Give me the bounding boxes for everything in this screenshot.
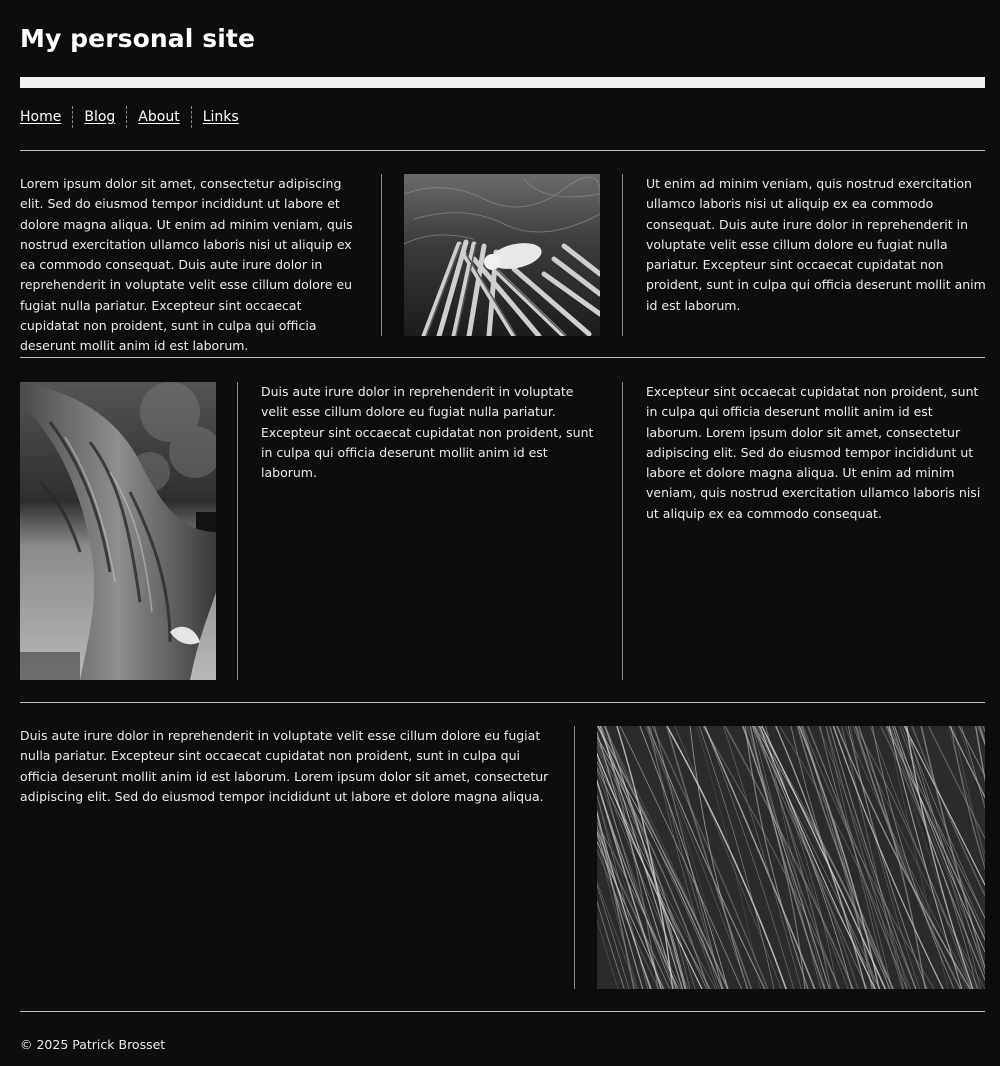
site-title: My personal site [20,24,256,53]
row2-paragraph-right: Excepteur sint occaecat cupidatat non proident, sunt in culpa qui officia deserunt mollit anim id est laborum. Lorem ipsum dolor sit amet, consectetur adipiscing elit. Sed do eiusmod tempor incididunt ut labore et dolore magna aliqua. Ut enim ad minim veniam, quis nostrud exercitation ullamco laboris nisi ut aliquip ex ea commodo consequat. [646,384,981,521]
nav-link-about[interactable]: About [126,106,190,128]
section-divider [20,702,985,703]
nav-link-home[interactable]: Home [20,109,62,125]
column-divider [622,174,623,336]
title-bar-divider [20,77,985,88]
nav-link-links[interactable]: Links [191,106,250,128]
column-divider [622,382,623,680]
column-divider [381,174,382,336]
column-divider [574,726,575,989]
row1-paragraph-left: Lorem ipsum dolor sit amet, consectetur adipiscing elit. Sed do eiusmod tempor incididunt ut labore et dolore magna aliqua. Ut enim ad minim veniam, quis nostrud exercitation ullamco laboris nisi ut aliquip ex ea commodo consequat. Duis aute irure dolor in reprehenderit in voluptate velit esse cillum dolore eu fugiat nulla pariatur. Excepteur sint occaecat cupidatat non proident, sunt in culpa qui officia deserunt mollit anim id est laborum. [20,176,353,354]
row2-paragraph-middle: Duis aute irure dolor in reprehenderit in voluptate velit esse cillum dolore eu fugiat nulla pariatur. Excepteur sint occaecat cupidatat non proident, sunt in culpa qui officia deserunt mollit anim id est laborum. [261,384,594,481]
section-divider [20,150,985,151]
nav-link-blog[interactable]: Blog [72,106,126,128]
row1-paragraph-right: Ut enim ad minim veniam, quis nostrud exercitation ullamco laboris nisi ut aliquip ex ea commodo consequat. Duis aute irure dolor in reprehenderit in voluptate velit esse cillum dolore eu fugiat nulla pariatur. Excepteur sint occaecat cupidatat non proident, sunt in culpa qui officia deserunt mollit anim id est laborum. [646,176,986,313]
footer-copyright: © 2025 Patrick Brosset [20,1037,166,1052]
section-divider [20,1011,985,1012]
section-divider [20,357,985,358]
main-nav [20,106,250,128]
photo-long-exposure-streaks [597,726,985,989]
row3-paragraph-left: Duis aute irure dolor in reprehenderit in voluptate velit esse cillum dolore eu fugiat nulla pariatur. Excepteur sint occaecat cupidatat non proident, sunt in culpa qui officia deserunt mollit anim id est laborum. Lorem ipsum dolor sit amet, consectetur adipiscing elit. Sed do eiusmod tempor incididunt ut labore et dolore magna aliqua. [20,728,549,804]
photo-olive-tree-trunk [20,382,216,680]
column-divider [237,382,238,680]
photo-cat-on-bamboo [404,174,600,336]
